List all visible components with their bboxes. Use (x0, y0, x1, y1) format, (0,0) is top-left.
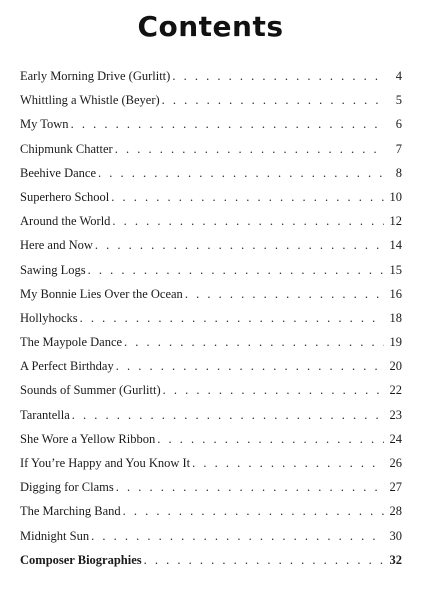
toc-entry[interactable] (20, 137, 402, 161)
dot-leader (111, 185, 384, 209)
dot-leader (185, 282, 384, 306)
toc-entry-title: Composer Biographies (20, 552, 142, 567)
toc-entry-title: Digging for Clams (20, 480, 114, 495)
toc-entry[interactable] (20, 209, 402, 233)
toc-entry-title: The Maypole Dance (20, 335, 123, 350)
dot-leader (162, 88, 384, 112)
toc-entry[interactable] (20, 403, 402, 427)
toc-entry-title: Midnight Sun (20, 528, 90, 543)
toc-entry[interactable] (20, 499, 402, 523)
toc-entry-page: 5 (395, 93, 402, 108)
toc-entry[interactable] (20, 524, 402, 548)
toc-entry-page: 19 (389, 335, 402, 350)
dot-leader (144, 548, 384, 572)
dot-leader (157, 427, 384, 451)
dot-leader (72, 403, 384, 427)
toc-entry[interactable] (20, 451, 402, 475)
toc-entry-page: 8 (395, 165, 402, 180)
dot-leader (123, 499, 384, 523)
toc-entry-page: 12 (389, 214, 402, 229)
toc-entry[interactable] (20, 475, 402, 499)
dot-leader (124, 330, 384, 354)
dot-leader (98, 161, 384, 185)
toc-entry[interactable] (20, 354, 402, 378)
toc-entry[interactable] (20, 185, 402, 209)
toc-entry-page: 15 (389, 262, 402, 277)
toc-entry-title: Here and Now (20, 238, 93, 253)
dot-leader (163, 378, 384, 402)
dot-leader (71, 112, 384, 136)
toc-entry-title: A Perfect Birthday (20, 359, 114, 374)
toc-entry[interactable] (20, 112, 402, 136)
toc-entry-title: If You’re Happy and You Know It (20, 456, 191, 470)
dot-leader (192, 451, 384, 475)
toc-entry[interactable] (20, 427, 402, 451)
dot-leader (116, 475, 384, 499)
dot-leader (80, 306, 384, 330)
toc-entry-page: 30 (389, 528, 402, 543)
toc-entry-title: My Town (20, 117, 69, 132)
dot-leader (172, 64, 384, 88)
toc-entry[interactable] (20, 88, 402, 112)
toc-entry-title: My Bonnie Lies Over the Ocean (20, 286, 183, 301)
toc-entry-title: Beehive Dance (20, 165, 97, 180)
toc-entry-page: 24 (389, 431, 402, 446)
toc-entry-title: Sounds of Summer (Gurlitt) (20, 383, 161, 398)
toc-entry-title: The Marching Band (20, 504, 121, 519)
toc-entry-title: Hollyhocks (20, 310, 78, 325)
toc-entry-title: Chipmunk Chatter (20, 141, 113, 156)
toc-entry-title: Tarantella (20, 407, 70, 422)
dot-leader (115, 137, 384, 161)
toc-entry[interactable] (20, 161, 402, 185)
toc-entry[interactable] (20, 330, 402, 354)
toc-entry-page: 10 (389, 189, 402, 204)
toc-entry-title: She Wore a Yellow Ribbon (20, 431, 156, 446)
dot-leader (116, 354, 384, 378)
toc-entry-title: Superhero School (20, 189, 110, 204)
toc-entry[interactable] (20, 64, 402, 88)
toc-entry-page: 22 (389, 383, 402, 398)
toc-entry-page: 23 (389, 407, 402, 422)
toc-entry-page: 20 (389, 359, 402, 374)
dot-leader (112, 209, 384, 233)
toc-entry-page: 16 (389, 286, 402, 301)
toc-entry-page: 7 (395, 141, 402, 156)
toc-entry-title: Sawing Logs (20, 262, 86, 277)
toc-entry-title: Around the World (20, 214, 111, 229)
toc-entry-title: Whittling a Whistle (Beyer) (20, 93, 160, 108)
toc-entry[interactable] (20, 258, 402, 282)
toc-entry-page: 32 (389, 552, 402, 567)
toc-entry[interactable] (20, 282, 402, 306)
toc-entry-page: 6 (395, 117, 402, 132)
toc-entry-composer-biographies[interactable] (20, 548, 402, 572)
toc-entry-page: 18 (389, 310, 402, 325)
toc-entry[interactable] (20, 378, 402, 402)
toc-entry-page: 4 (395, 69, 402, 83)
toc-entry-page: 28 (389, 504, 402, 519)
toc-entry[interactable] (20, 306, 402, 330)
toc-entry-page: 26 (389, 456, 402, 470)
dot-leader (91, 524, 384, 548)
toc-entry[interactable] (20, 233, 402, 257)
page-title: Contents (137, 10, 284, 43)
toc-entry-page: 14 (389, 238, 402, 253)
toc-entry-page: 27 (389, 480, 402, 495)
dot-leader (95, 233, 384, 257)
table-of-contents (20, 64, 402, 572)
dot-leader (88, 258, 384, 282)
toc-entry-title: Early Morning Drive (Gurlitt) (20, 69, 171, 83)
